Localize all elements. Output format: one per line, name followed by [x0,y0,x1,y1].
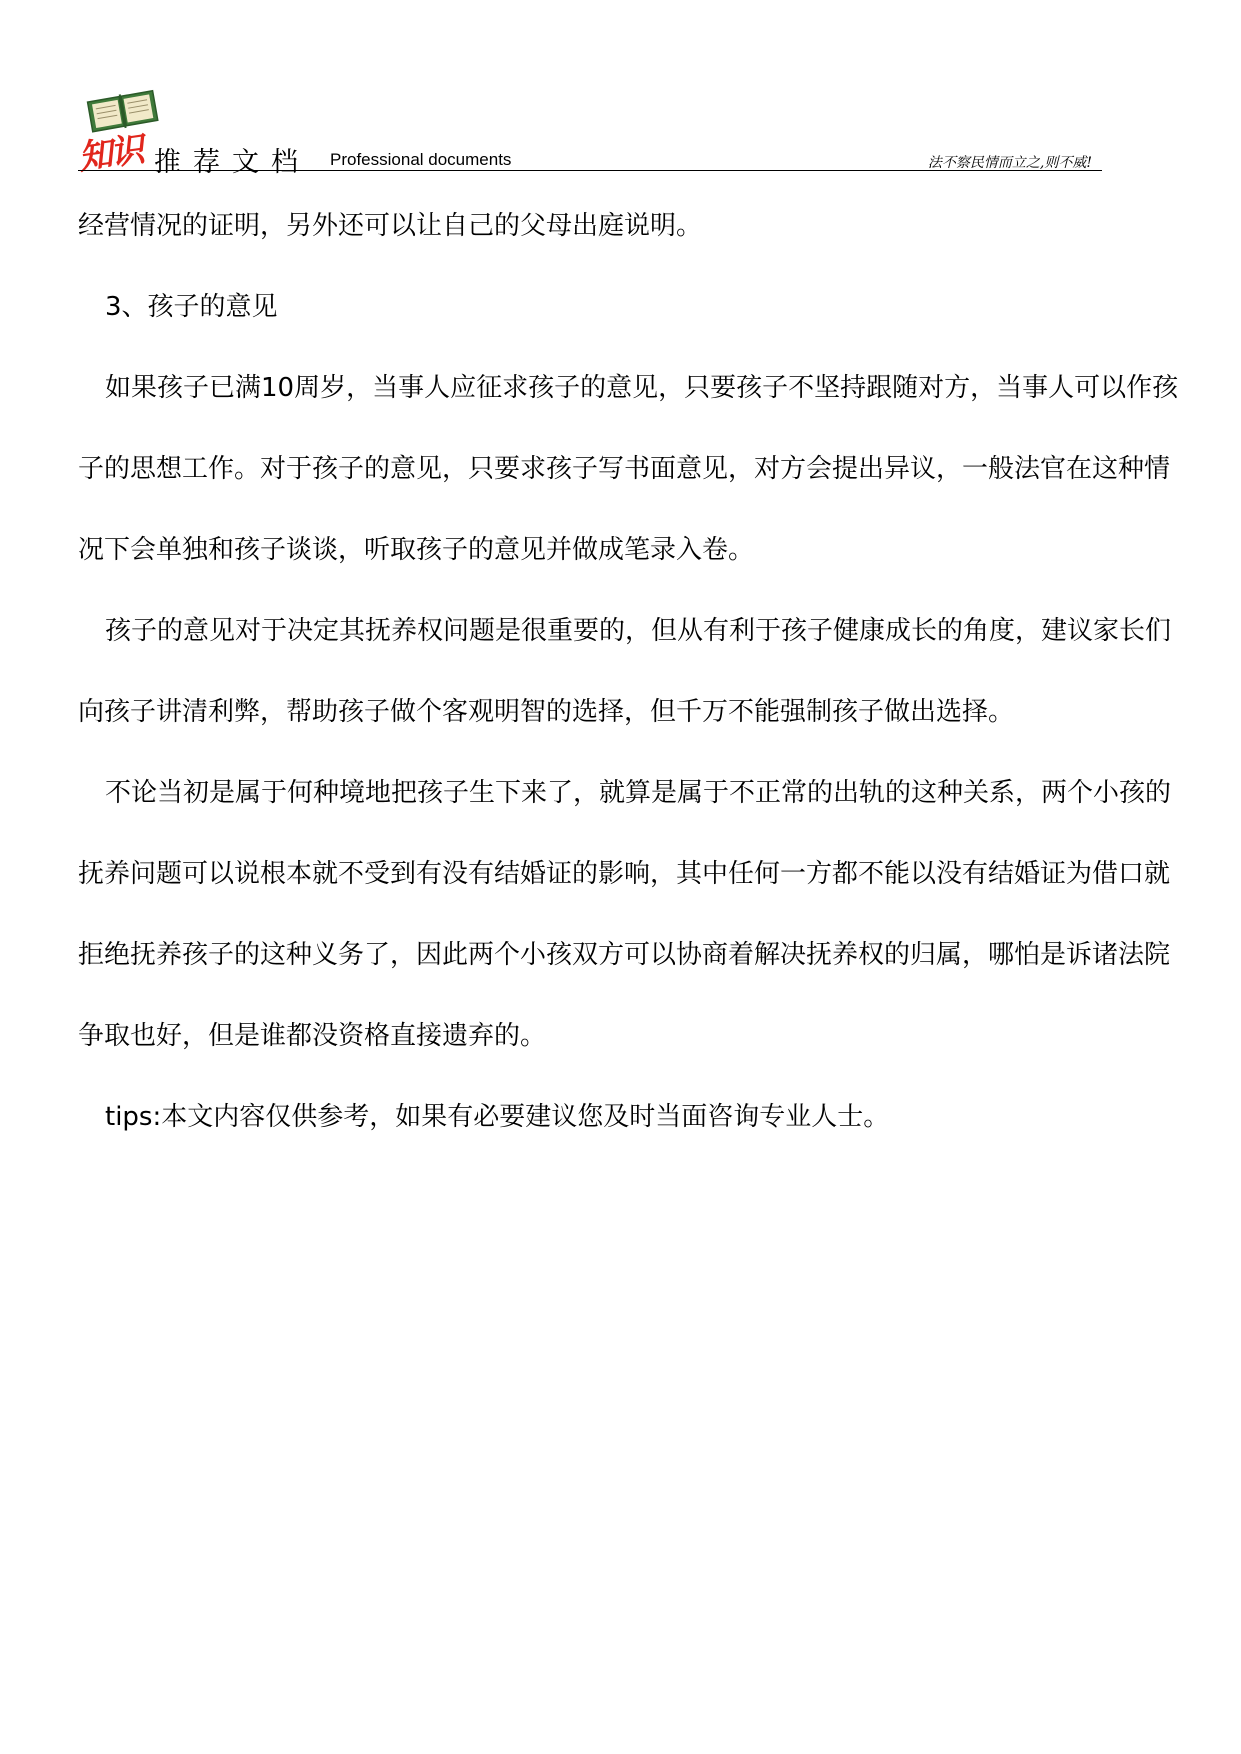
header-divider [78,170,1102,171]
document-body [78,186,1190,1158]
document-header [76,88,1102,179]
logo [76,88,158,179]
logo-text: 知识 [76,129,145,179]
header-motto: 法不察民情而立之,则不威! [927,155,1092,171]
paragraph: 孩子的意见对于决定其抚养权问题是很重要的，但从有利于孩子健康成长的角度，建议家长们向孩子讲清利弊，帮助孩子做个客观明智的选择，但千万不能强制孩子做出选择。 [78,616,1172,727]
section-heading: 3、孩子的意见 [105,292,278,322]
header-title: 推荐文档 [154,147,310,178]
paragraph: 如果孩子已满10周岁，当事人应征求孩子的意见，只要孩子不坚持跟随对方，当事人可以作孩子的思想工作。对于孩子的意见，只要求孩子写书面意见，对方会提出异议，一般法官在这种情况下会单独和孩子谈谈，听取孩子的意见并做成笔录入卷。 [78,373,1179,565]
paragraph-continuation: 经营情况的证明，另外还可以让自己的父母出庭说明。 [78,211,703,241]
header-subtitle: Professional documents [330,150,512,169]
tips-paragraph: tips:本文内容仅供参考，如果有必要建议您及时当面咨询专业人士。 [105,1102,890,1132]
paragraph: 不论当初是属于何种境地把孩子生下来了，就算是属于不正常的出轨的这种关系，两个小孩的抚养问题可以说根本就不受到有没有结婚证的影响，其中任何一方都不能以没有结婚证为借口就拒绝抚养孩子的这种义务了，因此两个小孩双方可以协商着解决抚养权的归属，哪怕是诉诸法院争取也好，但是谁都没资格直接遗弃的。 [78,778,1172,1051]
